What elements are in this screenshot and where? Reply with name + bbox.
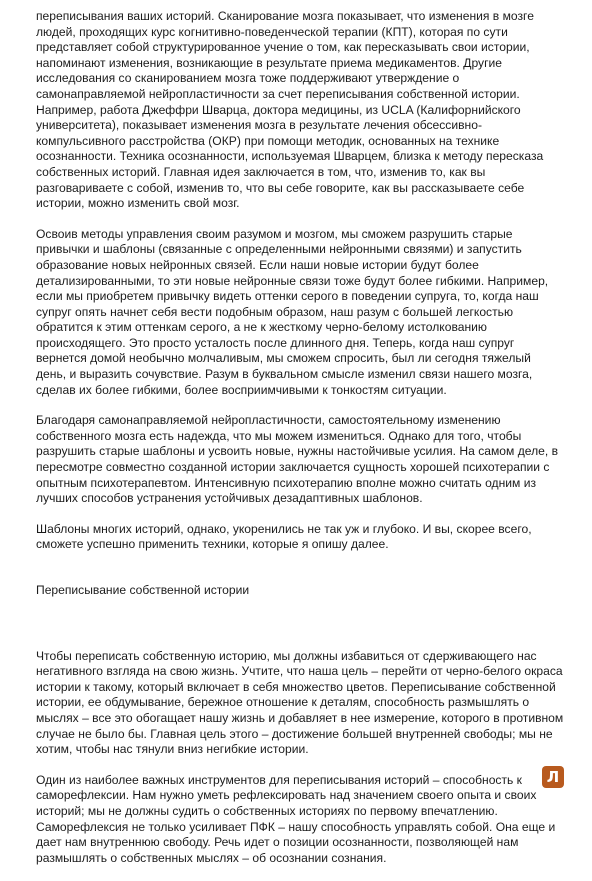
- paragraph-2: Освоив методы управления своим разумом и мозгом, мы сможем разрушить старые привычки и шаблоны (связанные с определенными нейронными связями) и запустить образование новых нейронных связей. Если наши новые истории будут более детализированными, то эти новые нейронные связи тоже будут более гибкими. Например, если мы приобретем привычку видеть оттенки серого в поведении супруга, то, когда наш супруг опять начнет себя вести подобным образом, наш разум с большей легкостью обратится к этим оттенкам серого, а не к жесткому черно-белому истолкованию происходящего. Это просто усталость после длинного дня. Теперь, когда наш супруг вернется домой необычно молчаливым, мы сможем спросить, был ли сегодня тяжелый день, и выразить сочувствие. Разум в буквальном смысле изменил связи нашего мозга, сделав их более гибкими, более восприимчивыми к тонкостям ситуации.: [36, 226, 549, 397]
- paragraph-3: Благодаря самонаправляемой нейропластичности, самостоятельному изменению собственного мозга есть надежда, что мы можем измениться. Однако для того, чтобы разрушить старые шаблоны и усвоить новые, нужны настойчивые усилия. На самом деле, в пересмотре совместно созданной истории заключается сущность хорошей психотерапии с опытным психотерапевтом. Интенсивную психотерапию вполне можно считать одним из лучших способов устранения устойчивых дезадаптивных шаблонов.: [36, 413, 558, 506]
- document-page: [36, 9, 564, 881]
- paragraph-4: Шаблоны многих историй, однако, укоренились не так уж и глубоко. И вы, скорее всего, сможете успешно применить техники, которые я опишу далее.: [36, 521, 532, 552]
- paragraph-6: Один из наиболее важных инструментов для переписывания историй – способность к саморефлексии. Нам нужно уметь рефлексировать над значением своего опыта и своих историй; мы не должны судить о собственных историях по первому впечатлению. Саморефлексия не только усиливает ПФК – нашу способность управлять собой. Она еще и дает нам внутреннюю свободу. Речь идет о позиции осознанности, позволяющей нам размышлять о собственных мыслях – об осознании сознания.: [36, 772, 556, 865]
- publisher-logo-icon: Л: [542, 766, 564, 788]
- paragraph-5: Чтобы переписать собственную историю, мы должны избавиться от сдерживающего нас негативного взгляда на свою жизнь. Учтите, что наша цель – перейти от черно-белого окраса истории к такому, который включает в себя множество цветов. Переписывание собственной истории, ее обдумывание, бережное отношение к деталям, способность размышлять о мыслях – все это обогащает нашу жизнь и добавляет в нее измерение, которого в противном случае не было бы. Главная цель этого – достижение большей внутренней свободы; мы не хотим, чтобы нас тянули вниз негибкие истории.: [36, 648, 564, 757]
- section-heading: Переписывание собственной истории: [36, 583, 250, 597]
- paragraph-1: переписывания ваших историй. Сканирование мозга показывает, что изменения в мозге людей, проходящих курс когнитивно-поведенческой терапии (КПТ), которая по сути представляет собой структурированное учение о том, как пересказывать свои истории, напоминают изменения, возникающие в результате приема медикаментов. Другие исследования со сканированием мозга тоже поддерживают утверждение о самонаправляемой нейропластичности за счет переписывания собственной истории. Например, работа Джеффри Шварца, доктора медицины, из UCLA (Калифорнийского университета), показывает изменения мозга в результате лечения обсессивно-компульсивного расстройства (ОКР) при помощи методик, основанных на технике осознанности. Техника осознанности, используемая Шварцем, близка к методу пересказа собственных историй. Главная идея заключается в том, что, изменив то, как вы разговариваете с собой, изменив то, что вы себе говорите, как вы рассказываете себе истории, можно изменить свой мозг.: [36, 9, 544, 211]
